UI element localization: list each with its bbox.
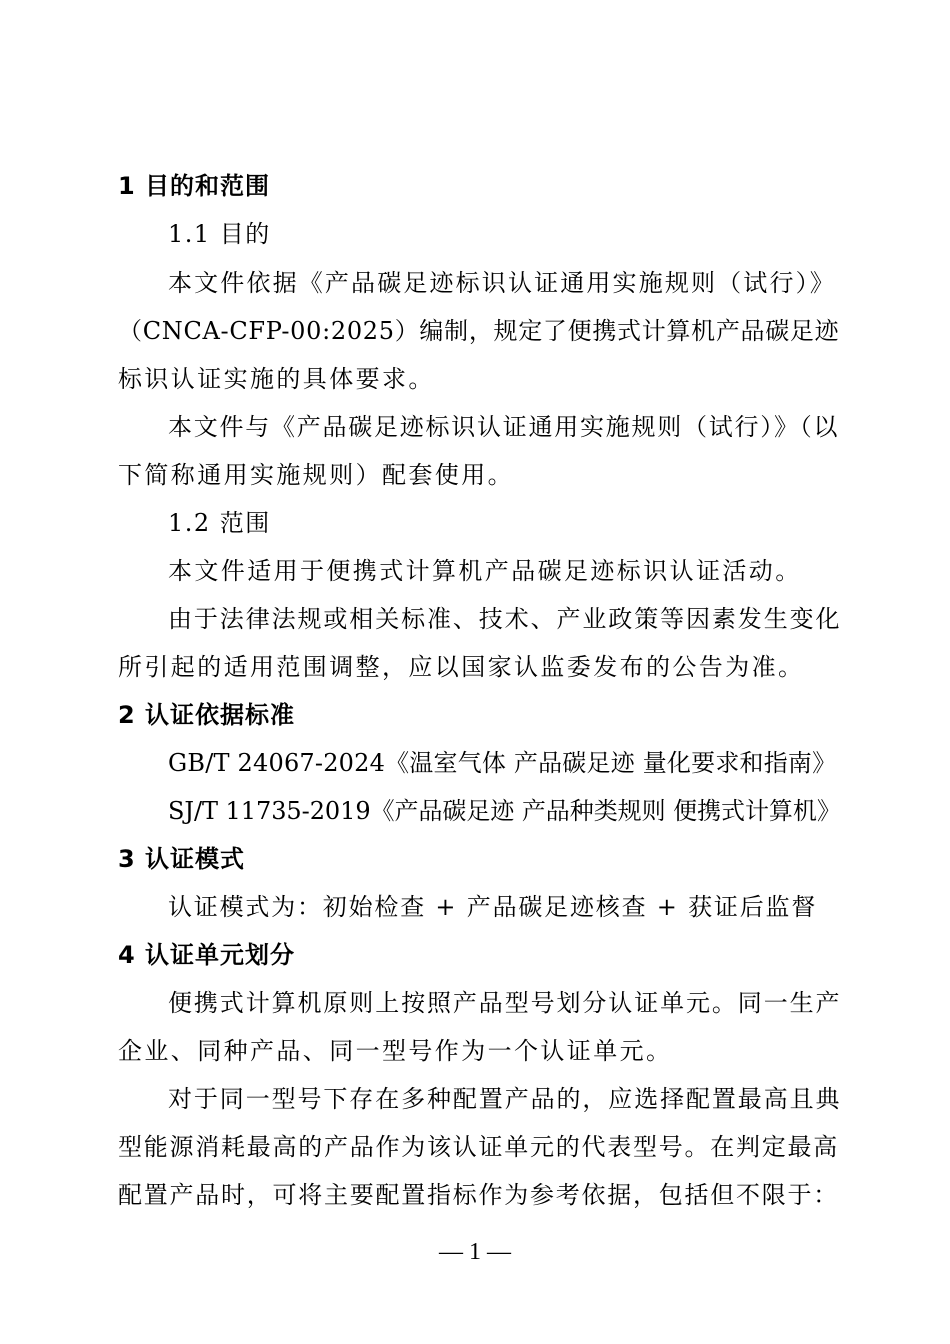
section-1-heading: 1 目的和范围 xyxy=(118,172,271,200)
section-2-heading: 2 认证依据标准 xyxy=(118,701,296,729)
paragraph-line: 企业、同种产品、同一型号作为一个认证单元。 xyxy=(118,1037,673,1065)
page-number: — 1 — xyxy=(439,1239,511,1265)
paragraph-line: 型能源消耗最高的产品作为该认证单元的代表型号。在判定最高 xyxy=(118,1133,839,1161)
paragraph-line: 配置产品时，可将主要配置指标作为参考依据，包括但不限于： xyxy=(118,1181,839,1209)
paragraph-line: 本文件与《产品碳足迹标识认证通用实施规则（试行）》（以 xyxy=(168,413,840,441)
section-4-heading: 4 认证单元划分 xyxy=(118,941,296,969)
paragraph-line: 下简称通用实施规则）配套使用。 xyxy=(118,461,514,489)
subsection-1-2-heading: 1.2 范围 xyxy=(168,509,271,537)
paragraph-line: 对于同一型号下存在多种配置产品的，应选择配置最高且典 xyxy=(168,1085,842,1113)
paragraph-line: 便携式计算机原则上按照产品型号划分认证单元。同一生产 xyxy=(168,989,842,1017)
paragraph-line: 由于法律法规或相关标准、技术、产业政策等因素发生变化 xyxy=(168,605,842,633)
paragraph-line: 认证模式为：初始检查 + 产品碳足迹核查 + 获证后监督 xyxy=(168,893,818,921)
paragraph-line: 所引起的适用范围调整，应以国家认监委发布的公告为准。 xyxy=(118,653,805,681)
paragraph-line: 本文件依据《产品碳足迹标识认证通用实施规则（试行）》 xyxy=(168,269,836,297)
standard-reference: SJ/T 11735-2019《产品碳足迹 产品种类规则 便携式计算机》 xyxy=(168,797,841,825)
paragraph-line: 标识认证实施的具体要求。 xyxy=(118,365,435,393)
standard-reference: GB/T 24067-2024《温室气体 产品碳足迹 量化要求和指南》 xyxy=(168,749,837,777)
section-3-heading: 3 认证模式 xyxy=(118,845,246,873)
paragraph-line: 本文件适用于便携式计算机产品碳足迹标识认证活动。 xyxy=(168,557,802,585)
paragraph-line: （CNCA-CFP-00:2025）编制，规定了便携式计算机产品碳足迹 xyxy=(118,317,840,345)
subsection-1-1-heading: 1.1 目的 xyxy=(168,220,271,248)
